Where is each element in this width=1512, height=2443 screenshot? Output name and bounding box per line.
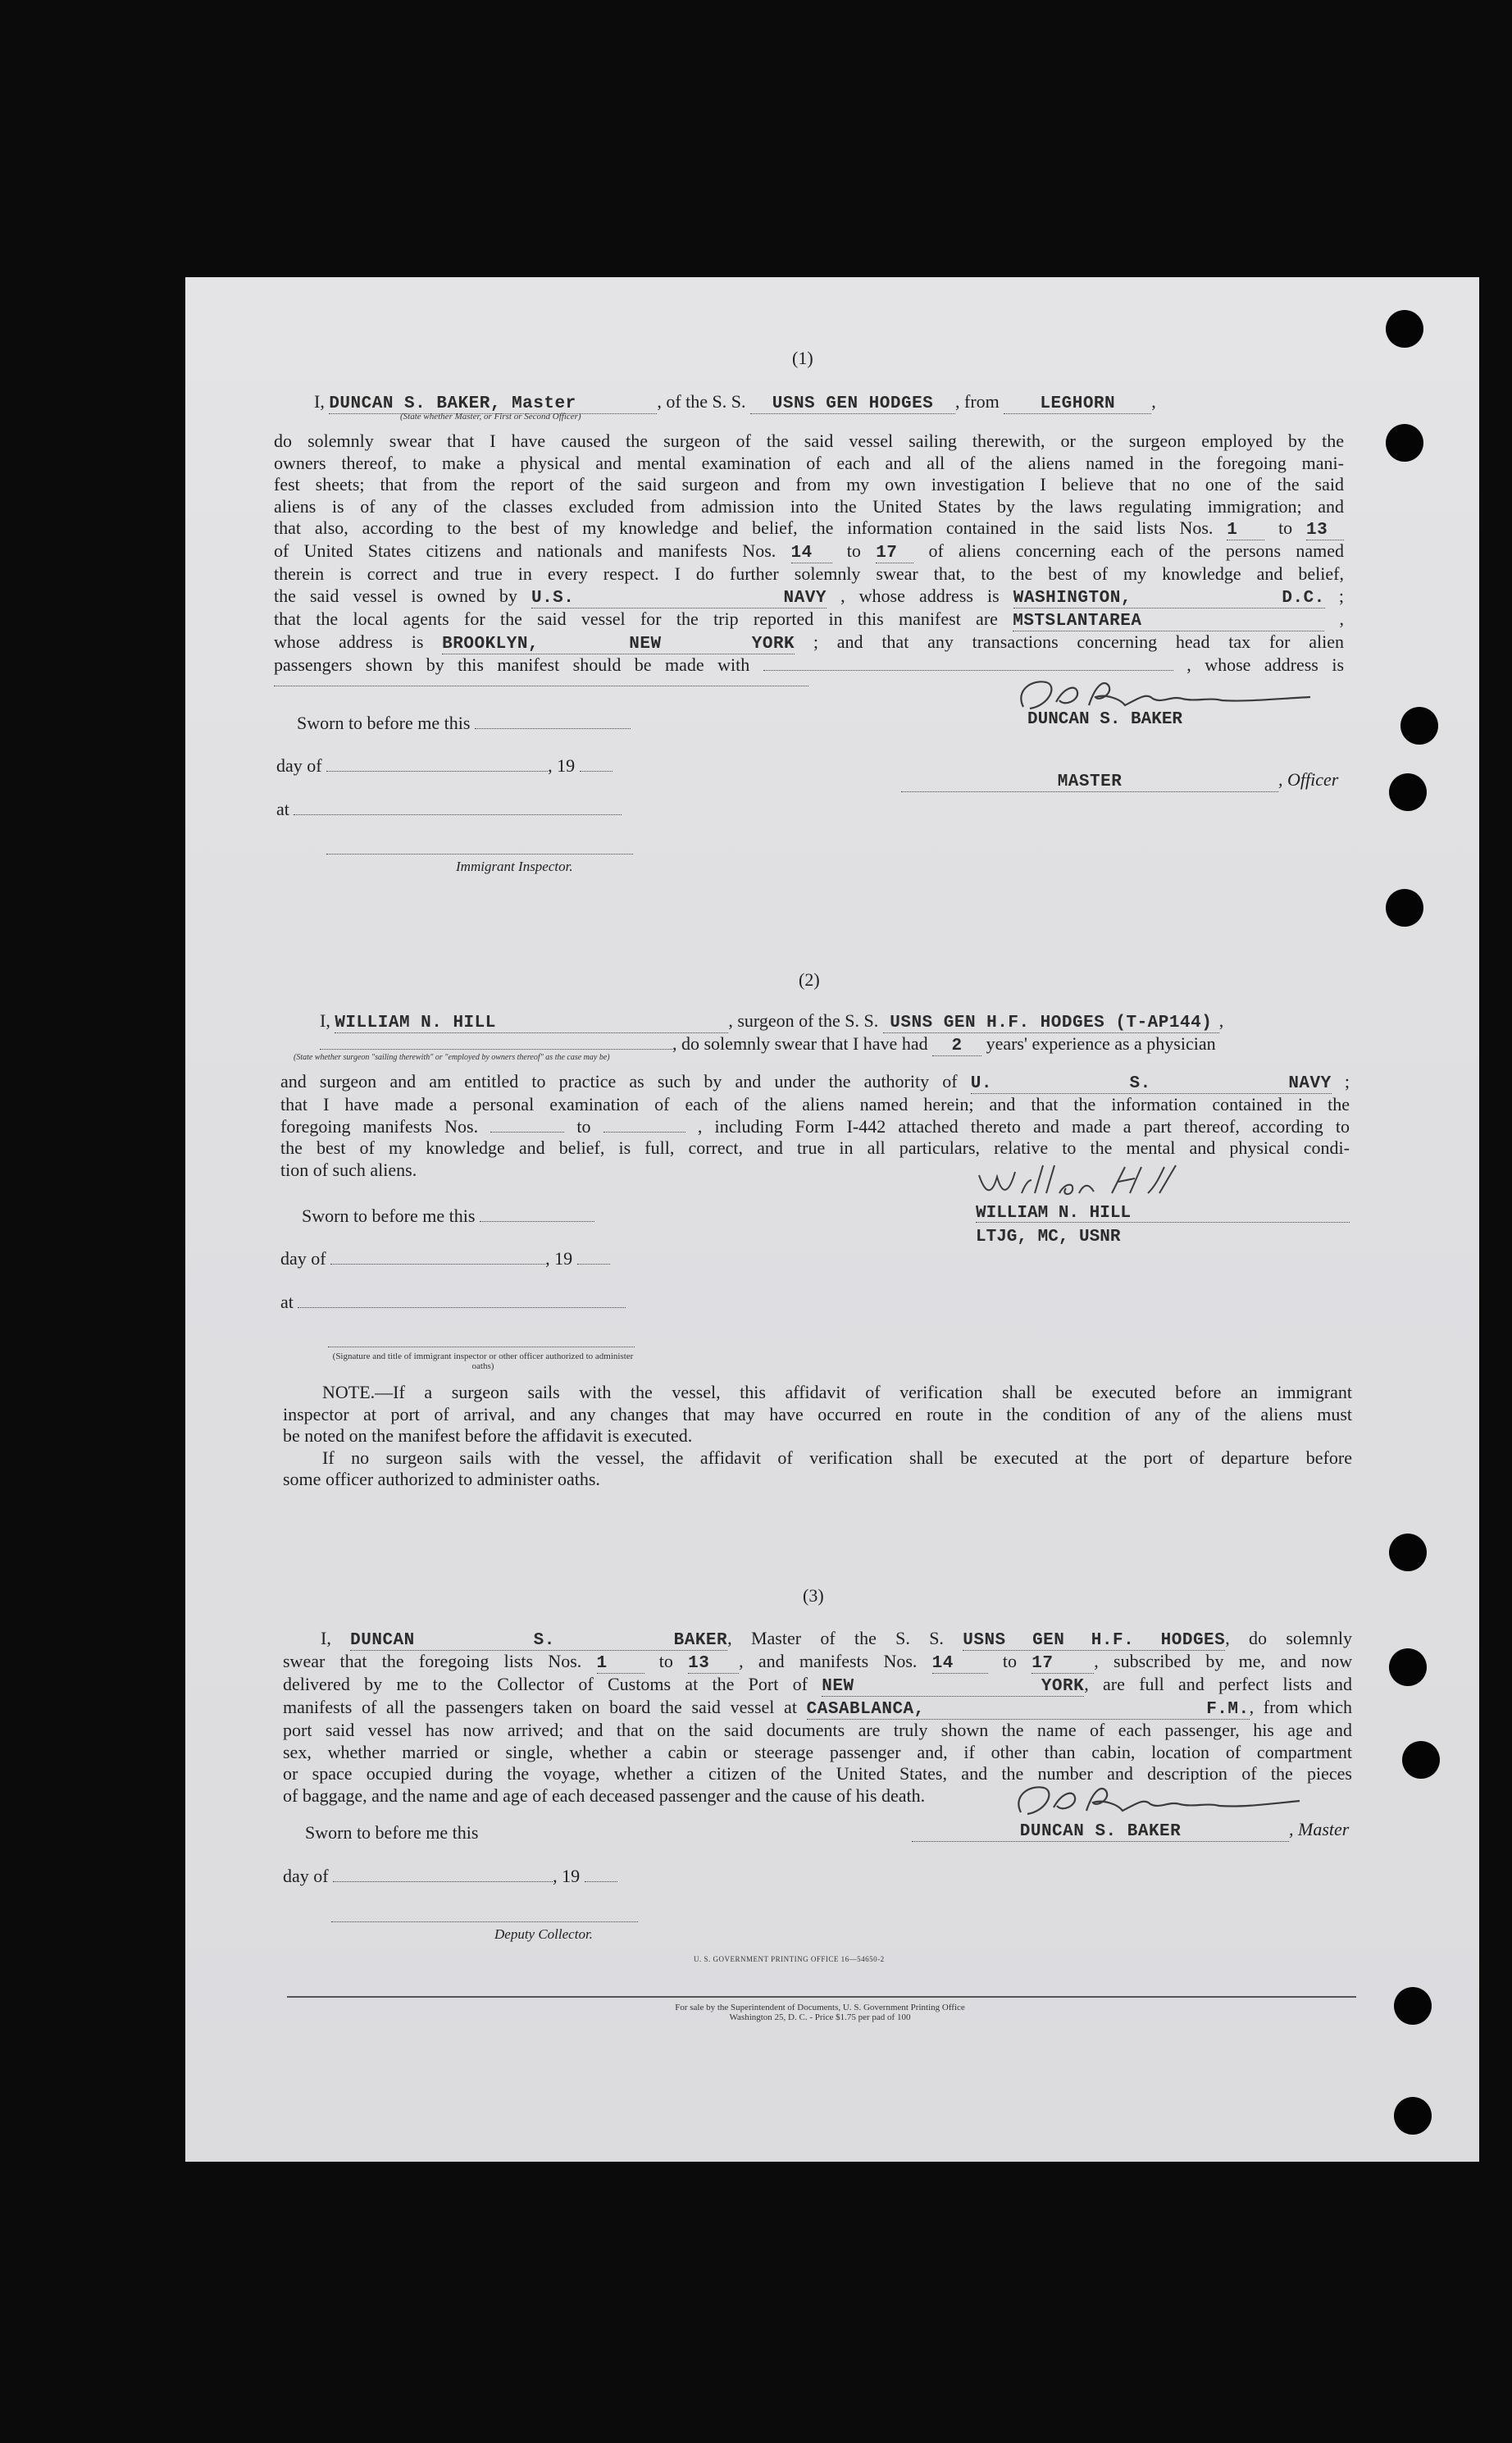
foregoing-to-field (603, 1117, 685, 1133)
at-line: at (276, 799, 622, 821)
year-field (580, 756, 613, 772)
gpo-imprint: U. S. GOVERNMENT PRINTING OFFICE 16—54650-2 (694, 1955, 885, 1963)
verification-line: I, DUNCAN S. BAKER, Master of the S. S. USNS GEN H.F. HODGES, do solemnly (321, 1628, 1353, 1650)
owner-field: U.S. NAVY (531, 588, 827, 608)
section-number: (1) (792, 348, 813, 368)
binder-hole (1389, 1648, 1427, 1686)
oath-text-line: fest sheets; that from the report of the said surgeon and from my own investigation I believe that no one of the said (274, 474, 1344, 495)
authority-field: U. S. NAVY (970, 1074, 1332, 1093)
inspector-note: (Signature and title of immigrant inspector or other officer authorized to administer oaths) (332, 1351, 634, 1371)
verification-taken-line: manifests of all the passengers taken on board the said vessel at CASABLANCA, F.M., from which (283, 1697, 1353, 1719)
years-field: 2 (932, 1037, 981, 1056)
section-number: (3) (803, 1585, 824, 1606)
section-number: (2) (799, 969, 820, 990)
manifests-from-field: 14 (932, 1655, 988, 1674)
sworn-line: Sworn to before me this (297, 713, 631, 735)
agents-line: that the local agents for the said vessel for the trip reported in this manifest are MSTSLANTAREA , (274, 608, 1345, 631)
binder-hole (1394, 2097, 1432, 2135)
oath-text-line: aliens is of any of the classes excluded from admission into the United States by the laws regulating immigration; and (274, 495, 1344, 517)
day-of-line: day of , 19 (276, 755, 613, 777)
headtax-field (763, 655, 1173, 671)
master-name-field: DUNCAN S. BAKER (350, 1631, 728, 1650)
day-of-field (326, 756, 548, 772)
note-line: NOTE.—If a surgeon sails with the vessel, this affidavit of verification shall be executed before an immigrant (322, 1382, 1352, 1402)
taken-port-field: CASABLANCA, F.M. (806, 1700, 1250, 1719)
binder-hole (1402, 1741, 1440, 1779)
manifests-to-field: 17 (1032, 1655, 1094, 1674)
surgeon-line-2: , do solemnly swear that I have had 2 years' experience as a physician (320, 1033, 1216, 1056)
manifests-from-field: 14 (791, 545, 832, 563)
lists-from-field: 1 (1227, 522, 1264, 540)
lists-to-field: 13 (688, 1655, 739, 1674)
inspector-label: Immigrant Inspector. (456, 859, 573, 874)
oath-line-1: I, DUNCAN S. BAKER, Master , of the S. S. USNS GEN HODGES , from LEGHORN , (314, 391, 1156, 413)
agent-address-line: whose address is BROOKLYN, NEW YORK ; and that any transactions concerning head tax for alien (274, 631, 1345, 654)
oath-text-line: therein is correct and true in every respect. I do further solemnly swear that, to the best of my knowledge and belief, (274, 563, 1344, 584)
role-note: (State whether Master, or First or Second Officer) (400, 412, 581, 422)
note-line: be noted on the manifest before the affidavit is executed. (283, 1425, 693, 1446)
verification-lists-line: swear that the foregoing lists Nos. 1 to 13 , and manifests Nos. 14 to 17 , subscribed by me, and now (283, 1651, 1353, 1673)
officer-title-field: MASTER (901, 773, 1278, 792)
verification-text-line: port said vessel has now arrived; and that on the said documents are truly shown the name of each passenger, his age and (283, 1720, 1352, 1740)
oath-paragraph (274, 431, 1344, 676)
verification-text-line: sex, whether married or single, whether a cabin or steerage passenger and, if other than cabin, location of compartment (283, 1741, 1352, 1762)
inspector-signature-line (326, 854, 633, 855)
agents-field: MSTSLANTAREA (1013, 613, 1324, 631)
at-field (294, 800, 622, 815)
binder-hole (1389, 773, 1427, 811)
footer-sale-line-1: For sale by the Superintendent of Documents, U. S. Government Printing Office (675, 2003, 965, 2012)
foregoing-from-field (490, 1117, 564, 1133)
lists-from-field: 1 (597, 1655, 644, 1674)
verification-text-line: or space occupied during the voyage, whether a citizen of the United States, and the number and description of the pieces (283, 1763, 1352, 1784)
day-of-line: day of , 19 (283, 1866, 617, 1888)
surgeon-sig-line (976, 1204, 1350, 1223)
surgeon-text-line: tion of such aliens. (280, 1159, 417, 1180)
vessel-name-field: USNS GEN H.F. HODGES (963, 1631, 1226, 1650)
note-line: inspector at port of arrival, and any changes that may have occurred en route in the condition of any of the aliens must (283, 1403, 1352, 1424)
master-signature-line: DUNCAN S. BAKER , Master (912, 1819, 1355, 1842)
footer-rule (287, 1996, 1356, 1998)
binder-hole (1400, 707, 1438, 745)
from-port-field: LEGHORN (1004, 395, 1151, 414)
agent-address-field: BROOKLYN, NEW YORK (442, 634, 795, 654)
master-typed-name: DUNCAN S. BAKER (912, 1823, 1289, 1842)
binder-hole (1394, 1987, 1432, 2025)
sworn-line: Sworn to before me this (305, 1822, 479, 1843)
owner-line: the said vessel is owned by U.S. NAVY , whose address is WASHINGTON, D.C. ; (274, 585, 1345, 608)
port-field: NEW YORK (822, 1677, 1085, 1696)
surgeon-typed-rank: LTJG, MC, USNR (976, 1228, 1121, 1247)
note-line: If no surgeon sails with the vessel, the affidavit of verification shall be executed at the port of departure before (322, 1447, 1352, 1468)
oath-text-line: do solemnly swear that I have caused the surgeon of the said vessel sailing therewith, or the surgeon employed by the (274, 431, 1344, 451)
surgeon-line-1: I, WILLIAM N. HILL , surgeon of the S. S. USNS GEN H.F. HODGES (T-AP144) , (320, 1010, 1224, 1032)
sworn-date-field (475, 713, 631, 729)
label-i: I, (314, 391, 325, 412)
sworn-line: Sworn to before me this (302, 1206, 594, 1228)
surgeon-typed-name: WILLIAM N. HILL (976, 1204, 1132, 1223)
oath-lists-line: that also, according to the best of my knowledge and belief, the information contained in the said lists Nos. 1 to 13 (274, 517, 1344, 540)
at-line: at (280, 1292, 626, 1314)
headtax-line: passengers shown by this manifest should be made with , whose address is (274, 654, 1345, 675)
surgeon-vessel-field: USNS GEN H.F. HODGES (T-AP144) (883, 1014, 1219, 1033)
oath-manifests-line: of United States citizens and nationals and manifests Nos. 14 to 17 of aliens concerning each of the persons named (274, 540, 1345, 563)
manifests-to-field: 17 (876, 545, 913, 563)
master-typed-name: DUNCAN S. BAKER (1027, 710, 1183, 729)
binder-hole (1386, 889, 1423, 927)
deputy-signature-line (331, 1921, 638, 1922)
authority-line: and surgeon and am entitled to practice as such by and under the authority of U. S. NAVY ; (280, 1071, 1350, 1093)
surgeon-text-line: the best of my knowledge and belief, is full, correct, and true in all particulars, relative to the mental and physical condi- (280, 1137, 1350, 1158)
surgeon-text-line: that I have made a personal examination of each of the aliens named herein; and that the information contained in the (280, 1094, 1350, 1114)
label-from: , from (955, 391, 1000, 412)
surgeon-paragraph (280, 1071, 1350, 1181)
surgeon-signature (974, 1160, 1187, 1206)
verification-text-line: of baggage, and the name and age of each deceased passenger and the cause of his death. (283, 1784, 926, 1806)
surgeon-name-field: WILLIAM N. HILL (335, 1014, 728, 1033)
verification-port-line: delivered by me to the Collector of Customs at the Port of NEW YORK, are full and perfect lists and (283, 1674, 1352, 1696)
vessel-name-field: USNS GEN HODGES (750, 395, 955, 414)
master-signature-3 (1004, 1780, 1308, 1822)
note-paragraph (283, 1382, 1352, 1491)
deputy-label: Deputy Collector. (494, 1926, 593, 1942)
day-of-line: day of , 19 (280, 1248, 610, 1270)
foregoing-line: foregoing manifests Nos. to , including Form I-442 attached thereto and made a part thereof, according to (280, 1115, 1350, 1137)
footer-sale-line-2: Washington 25, D. C. - Price $1.75 per pad of 100 (729, 2012, 911, 2022)
binder-hole (1386, 424, 1423, 462)
surgeon-note: (State whether surgeon "sailing therewith" or "employed by owners thereof" as the case may be) (294, 1053, 610, 1062)
officer-line: MASTER , Officer (901, 769, 1344, 792)
binder-hole (1386, 310, 1423, 348)
oath-text-line: owners thereof, to make a physical and mental examination of each and all of the aliens named in the foregoing mani- (274, 452, 1344, 473)
master-name-field: DUNCAN S. BAKER, Master (329, 395, 657, 414)
binder-hole (1389, 1534, 1427, 1571)
note-line: some officer authorized to administer oaths. (283, 1469, 600, 1489)
label-of-ss: , of the S. S. (657, 391, 746, 412)
lists-to-field: 13 (1306, 522, 1344, 540)
owner-address-field: WASHINGTON, D.C. (1013, 588, 1325, 608)
